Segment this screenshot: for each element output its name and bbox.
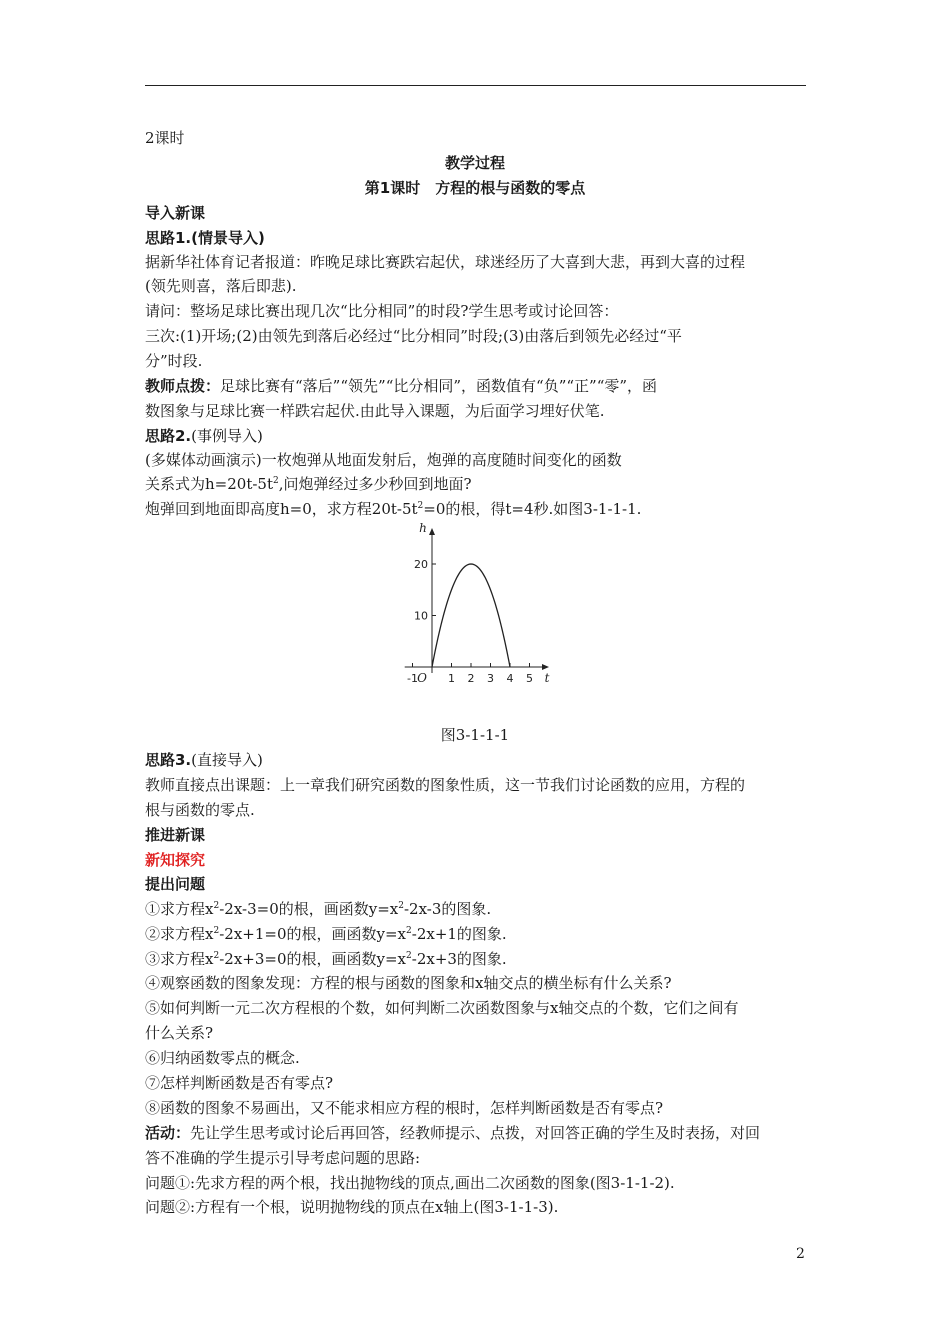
trajectory-curve	[432, 564, 510, 667]
y-tick-label: 10	[414, 609, 428, 623]
text-line: (领先则喜，落后即悲).	[145, 277, 297, 295]
text-line: 数图象与足球比赛一样跌宕起伏.由此导入课题，为后面学习埋好伏笔.	[145, 402, 605, 420]
idea-2-text: (事例导入)	[191, 427, 263, 445]
activity-text: 先让学生思考或讨论后再回答，经教师提示、点拨，对回答正确的学生及时表扬，对回	[190, 1124, 761, 1142]
text-line: 分”时段.	[145, 352, 203, 370]
origin-label: O	[417, 671, 427, 685]
superscript: 2	[406, 951, 412, 961]
text-span: -2x-3=0的根，画函数y=x	[219, 900, 399, 918]
text-line: 教师直接点出课题：上一章我们研究函数的图象性质，这一节我们讨论函数的应用，方程的	[145, 776, 746, 794]
superscript: 2	[417, 501, 424, 511]
heading-new-knowledge: 新知探究	[145, 851, 206, 869]
heading-new-lesson: 推进新课	[145, 826, 206, 844]
activity-line	[145, 1123, 760, 1143]
teacher-tip-text: 足球比赛有“落后”“领先”“比分相同”，函数值有“负”“正”“零”，函	[220, 377, 658, 395]
idea-1-heading: 思路1.(情景导入)	[145, 229, 265, 247]
section-title: 教学过程	[444, 154, 505, 172]
text-line: (多媒体动画演示)一枚炮弹从地面发射后，炮弹的高度随时间变化的函数	[145, 451, 622, 469]
text-line: 请问：整场足球比赛出现几次“比分相同”的时段?学生思考或讨论回答：	[145, 302, 619, 320]
text-span: ①求方程x	[145, 900, 214, 918]
text-line: 答不准确的学生提示引导考虑问题的思路:	[145, 1149, 421, 1167]
activity-label: 活动：	[145, 1124, 191, 1142]
x-axis-label: t	[544, 671, 550, 685]
question-7: ⑦怎样判断函数是否有零点?	[145, 1074, 334, 1092]
text-span: ③求方程x	[145, 950, 214, 968]
text-span: ,问炮弹经过多少秒回到地面?	[278, 475, 472, 493]
question-8: ⑧函数的图象不易画出，又不能求相应方程的根时，怎样判断函数是否有零点?	[145, 1099, 664, 1117]
text-span: 炮弹回到地面即高度h=0，求方程20t-5t	[145, 500, 418, 518]
trajectory-chart	[385, 520, 560, 690]
text-span: =0的根，得t=4秒.如图3-1-1-1.	[423, 500, 642, 518]
x-tick-label: 3	[487, 672, 494, 685]
lesson-title: 第1课时 方程的根与函数的零点	[364, 179, 586, 197]
idea-3-text: (直接导入)	[191, 751, 263, 769]
formula-line	[145, 499, 641, 519]
superscript: 2	[213, 901, 220, 911]
idea-3-label: 思路3.	[145, 751, 192, 769]
text-span: 关系式为h=20t-5t	[145, 475, 273, 493]
x-tick-label: 2	[467, 672, 475, 685]
idea-2-line	[145, 426, 263, 446]
x-tick-label: 1	[448, 672, 455, 685]
text-span: -2x+1的图象.	[411, 925, 507, 943]
teacher-tip-label: 教师点拨：	[145, 377, 221, 395]
x-tick-label: -1	[407, 672, 418, 685]
question-4: ④观察函数的图象发现：方程的根与函数的图象和x轴交点的横坐标有什么关系?	[145, 974, 672, 992]
teacher-tip-line	[145, 376, 657, 396]
text-line: 2课时	[145, 129, 185, 147]
formula-line	[145, 474, 472, 494]
text-span: -2x-3的图象.	[403, 900, 492, 918]
text-span: ②求方程x	[145, 925, 214, 943]
question-5: ⑤如何判断一元二次方程根的个数，如何判断二次函数图象与x轴交点的个数，它们之间有	[145, 999, 739, 1017]
superscript: 2	[213, 926, 220, 936]
y-axis-arrow	[429, 528, 435, 535]
superscript: 2	[406, 926, 412, 936]
superscript: 2	[398, 901, 404, 911]
x-tick-label: 4	[506, 672, 514, 685]
x-tick-label: 5	[526, 672, 533, 685]
heading-questions: 提出问题	[145, 875, 206, 893]
page-number: 2	[796, 1246, 805, 1262]
superscript: 2	[272, 476, 279, 486]
answer-1: 问题①:先求方程的两个根，找出抛物线的顶点,画出二次函数的图象(图3-1-1-2).	[145, 1174, 675, 1192]
text-line: 什么关系?	[145, 1024, 214, 1042]
question-1	[145, 899, 491, 919]
text-line: 根与函数的零点.	[145, 801, 255, 819]
text-line: 三次:(1)开场;(2)由领先到落后必经过“比分相同”时段;(3)由落后到领先必经过“平	[145, 327, 682, 345]
superscript: 2	[213, 951, 220, 961]
answer-2: 问题②:方程有一个根，说明抛物线的顶点在x轴上(图3-1-1-3).	[145, 1198, 559, 1216]
idea-2-label: 思路2.	[145, 427, 192, 445]
text-span: -2x+3的图象.	[411, 950, 507, 968]
y-axis-label: h	[419, 521, 427, 535]
figure-caption: 图3-1-1-1	[440, 726, 510, 744]
text-span: -2x+1=0的根，画函数y=x	[219, 925, 407, 943]
question-2	[145, 924, 507, 944]
text-span: -2x+3=0的根，画函数y=x	[219, 950, 407, 968]
idea-3-line	[145, 750, 263, 770]
text-line: 据新华社体育记者报道：昨晚足球比赛跌宕起伏，球迷经历了大喜到大悲，再到大喜的过程	[145, 253, 746, 271]
x-axis-arrow	[542, 664, 549, 670]
question-3	[145, 949, 507, 969]
y-tick-label: 20	[414, 558, 428, 571]
heading-intro: 导入新课	[145, 204, 206, 222]
header-rule	[145, 85, 806, 86]
question-6: ⑥归纳函数零点的概念.	[145, 1049, 300, 1067]
